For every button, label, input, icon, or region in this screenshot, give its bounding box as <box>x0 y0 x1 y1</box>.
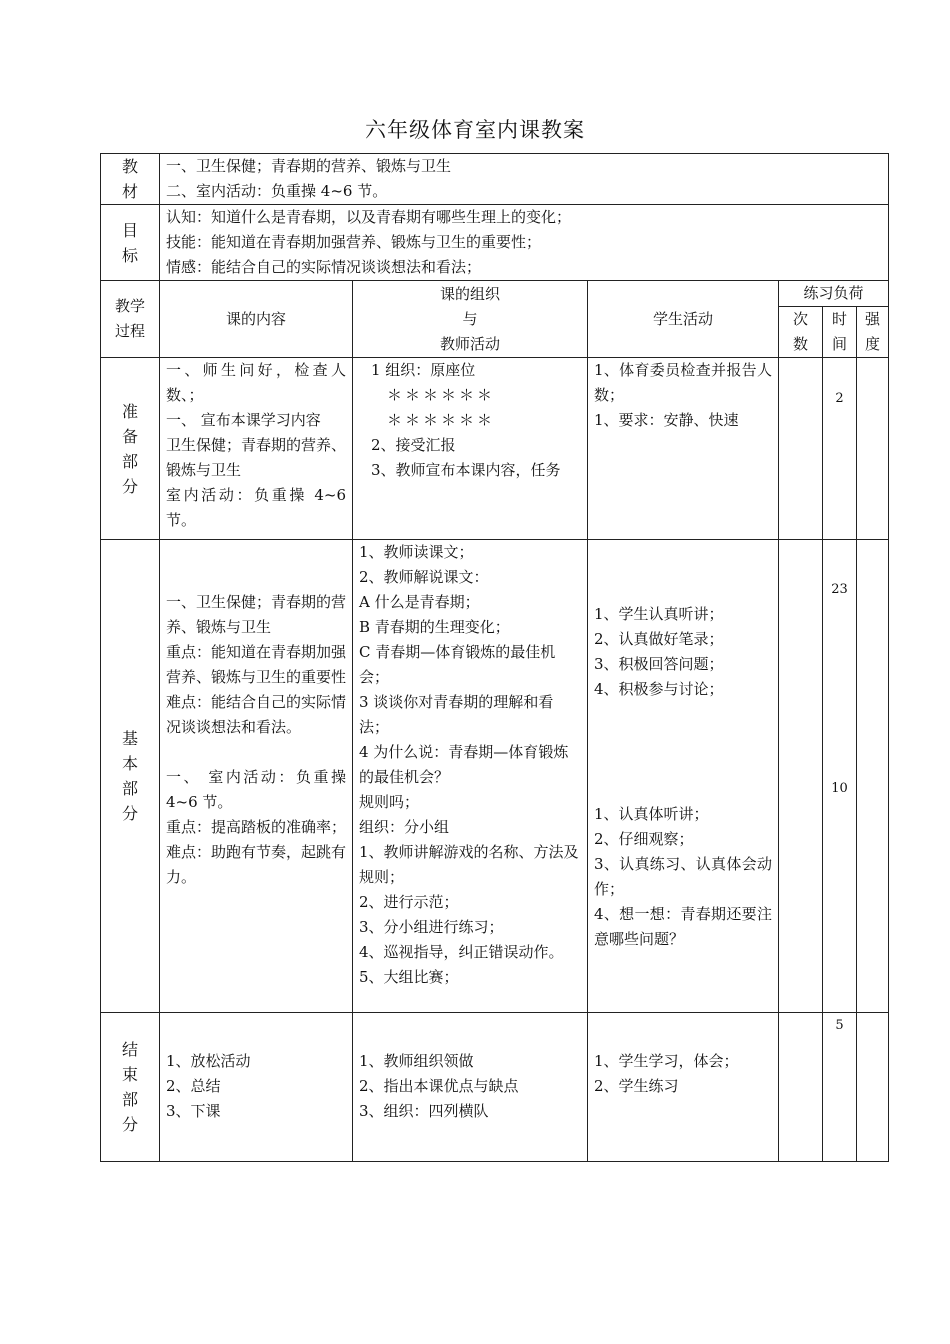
prep-times <box>779 358 823 540</box>
basic-student: 1、学生认真听讲； 2、认真做好笔录； 3、积极回答问题； 4、积极参与讨论； 1、认真体听讲； 2、仔细观察； 3、认真练习、认真体会动作； 4、想一想：青春期还要注意哪些问题？ <box>588 540 779 1013</box>
end-student: 1、学生学习，体会； 2、学生练习 <box>588 1013 779 1162</box>
material-label: 教 材 <box>101 154 160 205</box>
header-row <box>101 281 889 307</box>
prep-label: 准 备 部 分 <box>101 358 160 540</box>
material-content: 一、卫生保健；青春期的营养、锻炼与卫生 二、室内活动：负重操 4~6 节。 <box>160 154 889 205</box>
formation-row: ＊＊＊＊＊＊ <box>387 386 496 404</box>
end-times <box>779 1013 823 1162</box>
prep-row <box>101 358 889 540</box>
basic-label: 基 本 部 分 <box>101 540 160 1013</box>
basic-row <box>101 540 889 1013</box>
prep-student: 1、体育委员检查并报告人数； 1、要求：安静、快速 <box>588 358 779 540</box>
header-times: 次 数 <box>779 307 823 358</box>
goals-content: 认知：知道什么是青春期，以及青春期有哪些生理上的变化； 技能：能知道在青春期加强营养、锻炼与卫生的重要性； 情感：能结合自己的实际情况谈谈想法和看法； <box>160 205 889 281</box>
header-content: 课的内容 <box>160 281 353 358</box>
header-process: 教学 过程 <box>101 281 160 358</box>
basic-content: 一、卫生保健；青春期的营养、锻炼与卫生 重点：能知道在青春期加强营养、锻炼与卫生的重要性 难点：能结合自己的实际情况谈谈想法和看法。 一、 室内活动：负重操 4~6 节。 重点：提高踏板的准确率； 难点：助跑有节奏，起跳有力。 <box>160 540 353 1013</box>
basic-times <box>779 540 823 1013</box>
end-organization: 1、教师组织领做 2、指出本课优点与缺点 3、组织：四列横队 <box>353 1013 588 1162</box>
header-intensity: 强 度 <box>857 307 889 358</box>
goals-label: 目 标 <box>101 205 160 281</box>
page-title: 六年级体育室内课教案 <box>365 118 585 142</box>
prep-time: 2 <box>823 358 857 540</box>
header-student: 学生活动 <box>588 281 779 358</box>
prep-organization: 1 组织：原座位 ＊＊＊＊＊＊ ＊＊＊＊＊＊ 2、接受汇报 3、教师宣布本课内容，任务 <box>353 358 588 540</box>
material-row <box>101 154 889 205</box>
end-intensity <box>857 1013 889 1162</box>
end-time: 5 <box>823 1013 857 1162</box>
prep-content: 一、师生问好，检查人数、； 一、 宣布本课学习内容 卫生保健；青春期的营养、锻炼与卫生 室内活动：负重操 4~6 节。 <box>160 358 353 540</box>
end-row <box>101 1013 889 1162</box>
goals-row <box>101 205 889 281</box>
prep-intensity <box>857 358 889 540</box>
basic-organization: 1、教师读课文； 2、教师解说课文： A 什么是青春期； B 青春期的生理变化； C 青春期—体育锻炼的最佳机会； 3 谈谈你对青春期的理解和看法； 4 为什么说：青春期—体育锻炼的最佳机会？ 规则吗； 组织：分小组 1、教师讲解游戏的名称、方法及规则； 2、进行示范； 3、分小组进行练习； 4、巡视指导，纠正错误动作。 5、大组比赛； <box>353 540 588 1013</box>
header-organization: 课的组织 与 教师活动 <box>353 281 588 358</box>
end-content: 1、放松活动 2、总结 3、下课 <box>160 1013 353 1162</box>
end-label: 结 束 部 分 <box>101 1013 160 1162</box>
basic-intensity <box>857 540 889 1013</box>
basic-time: 23 10 <box>823 540 857 1013</box>
formation-row: ＊＊＊＊＊＊ <box>387 411 496 429</box>
header-duration: 时 间 <box>823 307 857 358</box>
lesson-plan-table <box>100 153 889 1162</box>
header-load: 练习负荷 <box>779 281 889 307</box>
